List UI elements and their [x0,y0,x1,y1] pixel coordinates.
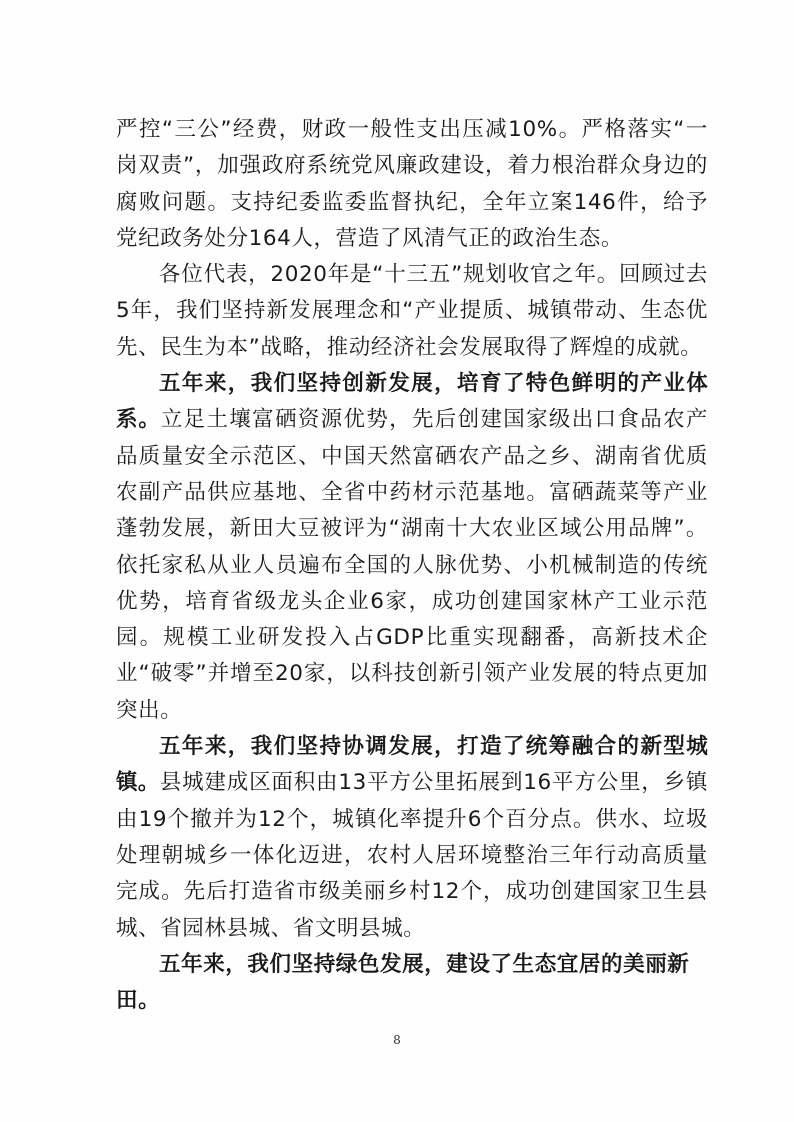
paragraph-text: 县城建成区面积由13平方公里拓展到16平方公里，乡镇由19个撤并为12个，城镇化率提升6个百分点。供水、垃圾处理朝城乡一体化迈进，农村人居环境整治三年行动高质量完成。先后打造省市级美丽乡村12个，成功创建国家卫生县城、省园林县城、省文明县城。 [116,770,708,941]
paragraph-discipline [116,112,708,257]
paragraph-text: 各位代表，2020年是“十三五”规划收官之年。回顾过去5年，我们坚持新发展理念和“产业提质、城镇带动、生态优先、民生为本”战略，推动经济社会发展取得了辉煌的成就。 [116,262,708,360]
page-number: 8 [393,1033,401,1047]
closing-heading: 五年来，我们坚持绿色发展，建设了生态宜居的美丽新田。 [116,951,690,1014]
paragraph-text: 立足土壤富硒资源优势，先后创建国家级出口食品农产品质量安全示范区、中国天然富硒农产品之乡、湖南省优质农副产品供应基地、全省中药材示范基地。富硒蔬菜等产业蓬勃发展，新田大豆被评为“湖南十大农业区域公用品牌”。依托家私从业人员遍布全国的人脉优势、小机械制造的传统优势，培育省级龙头企业6家，成功创建国家林产工业示范园。规模工业研发投入占GDP比重实现翻番，高新技术企业“破零”并增至20家，以科技创新引领产业发展的特点更加突出。 [116,407,708,723]
paragraph-text: 严控“三公”经费，财政一般性支出压减10%。严格落实“一岗双责”，加强政府系统党风廉政建设，着力根治群众身边的腐败问题。支持纪委监委监督执纪，全年立案146件，给予党纪政务处分164人，营造了风清气正的政治生态。 [116,117,708,251]
paragraph-review [116,257,708,366]
paragraph-innovation [116,366,708,729]
document-body [116,112,708,1019]
paragraph-lead-heading: 五年来，我们坚持协调发展，打造了统筹融合的新型城镇。 [116,734,708,796]
paragraph-lead-heading: 五年来，我们坚持创新发展，培育了特色鲜明的产业体系。 [116,371,708,433]
paragraph-coordination [116,729,708,947]
